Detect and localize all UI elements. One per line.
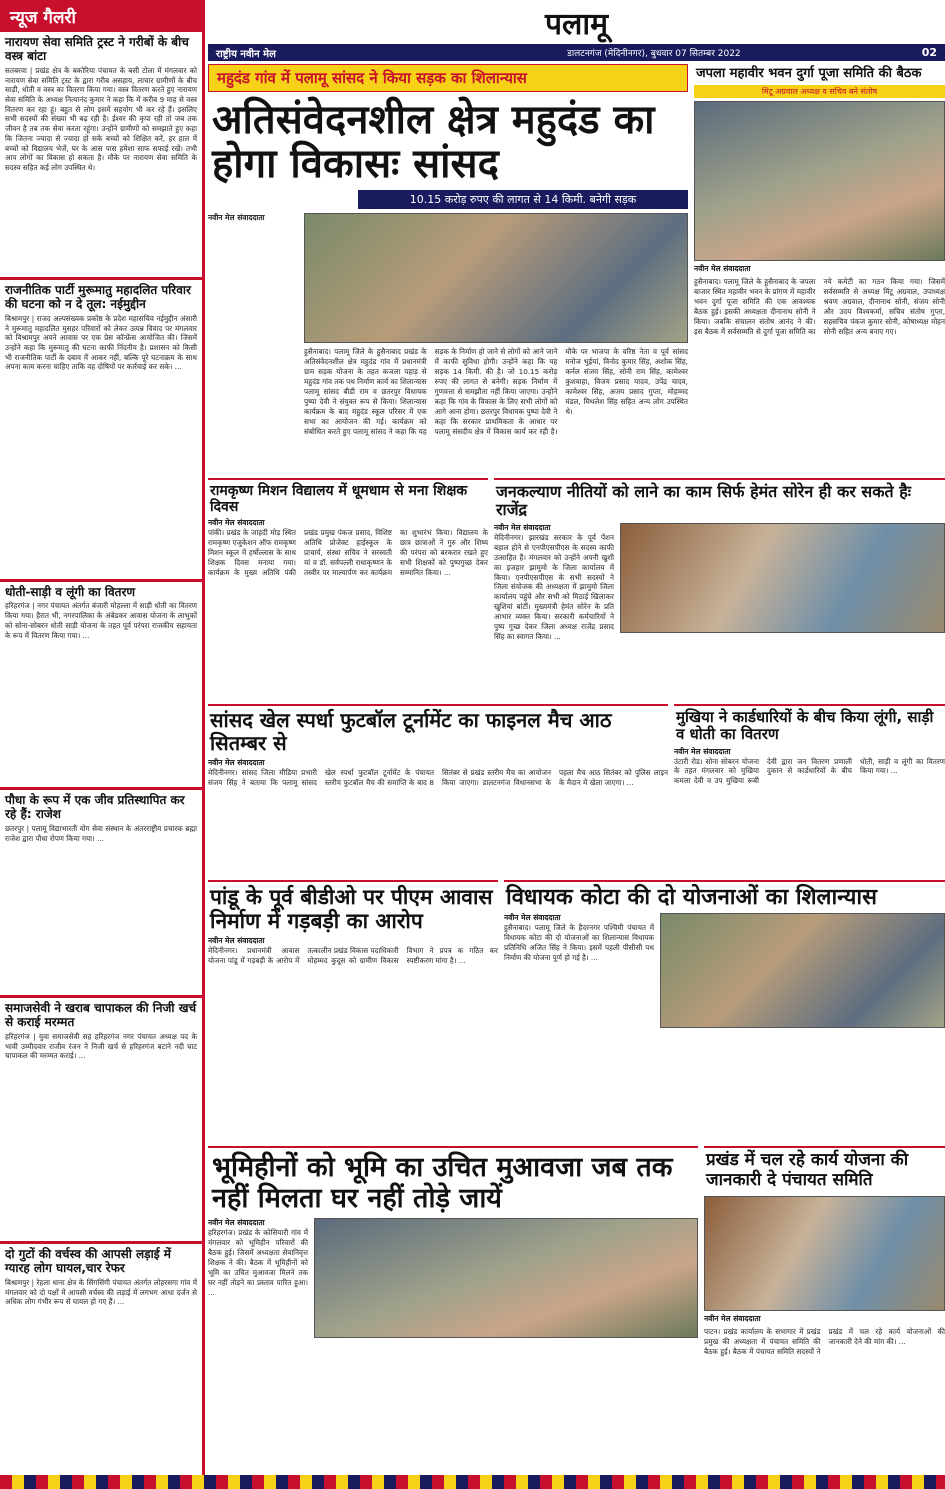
lead-kicker: महुदंड गांव में पलामू सांसद ने किया सड़क का शिलान्यास [208, 64, 688, 92]
kard-byline: नवीन मेल संवाददाता [674, 746, 731, 756]
bhumi-story [208, 1146, 698, 1471]
puja-photo [694, 101, 945, 261]
puja-tag: मिंटू अग्रवाल अध्यक्ष व सचिव बने संतोष [694, 85, 945, 98]
lead-byline: नवीन मेल संवाददाता [208, 213, 265, 222]
gallery-item [0, 1244, 202, 1474]
main-page [208, 0, 945, 1489]
kard-body: उंटारी रोड। सोना सोबरन योजना के तहत मंगलवार को मुखिया कमला देवी व उप मुखिया रूबी देवी द्वारा जन वितरण प्रणाली दुकान से कार्डधारियों के बीच धोती, साड़ी व लूंगी का वितरण किया गया। ... [674, 756, 945, 786]
hemant-body: मेदिनीनगर। झारखंड सरकार के पूर्व पेंशन बहाल होने से एनपीएसपीएस के सदस्य काफी उत्साहित हैं। मंगलवार को उन्होंने अपनी खुशी का इजहार झामुमो के जिला कार्यालय में किया। एनपीएसपीएस के सभी सदस्यों ने जिला संयोजक की अध्यक्षता में झामुमो जिला कार्यालय पहुंचे और सभी को मिठाई खिलाकर खुशियां बांटीं। मुख्यमंत्री हेमंत सोरेन के प्रति आभार व्यक्त किया। सरकारी कर्मचारियों ने पुष्प गुच्छ देकर जिला अध्यक्ष राजेंद्र प्रसाद सिंह का स्वागत किया। ... [494, 532, 614, 642]
kard-headline: मुखिया ने कार्डधारियों के बीच किया लूंगी, साड़ी व धोती का वितरण [676, 708, 934, 744]
prakhand-body: पाटन। प्रखंड कार्यालय के सभागार में प्रखंड प्रमुख की अध्यक्षता में पंचायत समिति की बैठक हुई। बैठक में पंचायत समिति सदस्यों ने प्रखंड में चल रहे कार्य योजनाओं की जानकारी देने की मांग की। ... [704, 1327, 945, 1356]
bhumi-headline: भूमिहीनों को भूमि का उचित मुआवजा जब तक नहीं मिलता घर नहीं तोड़े जायें [212, 1152, 673, 1215]
hemant-headline: जनकल्याण नीतियों को लाने का काम सिर्फ हेमंत सोरेन ही कर सकते हैः राजेंद्र [496, 482, 911, 520]
gallery-item-body: हरिहरगंज | युवा समाजसेवी सह हरिहरगंज नगर पंचायत अध्यक्ष पद के भावी उम्मीदवार राजीव रंजन ने निजी खर्च से हरिहरगंज बटाने नदी घाट चापाकल की मरम्मत कराई। ... [5, 1031, 197, 1061]
kard-story [674, 704, 945, 874]
shikshak-story [208, 478, 488, 698]
gallery-item [0, 790, 202, 998]
puja-byline: नवीन मेल संवाददाता [694, 263, 751, 273]
gallery-item-body: बिश्रामपुर | रेहला थाना क्षेत्र के सिंगसिंगी पंचायत अंतर्गत लोहरसगा गांव में मंगलवार को दो पक्षों में आपसी वर्चस्व की लड़ाई में लगभग आधा दर्जन से अधिक लोग गंभीर रूप से घायल हो गए हैं। ... [5, 1277, 197, 1307]
footer-decoration [0, 1475, 945, 1489]
gallery-item-body: बिश्रामपुर | राजद अल्पसंख्यक प्रकोष्ठ के प्रदेश महासचिव नईमुद्दीन अंसारी ने मुरूमातु महादलित मुसहर परिवारों को लेकर उत्पन्न विवाद पर मंगलवार को विश्रामपुर अपने आवास पर एक प्रेस कॉन्फ्रेंस आयोजित की। जिसमें उन्होंने कहा कि मुरूमातु की घटना काफी निंदनीय है। प्रशासन को किसी भी राजनीतिक पार्टी के दबाव में आकर नहीं, बल्कि पूरे घटनाक्रम के साथ अपना काम करना चाहिए ताकि वह दोषियों पर कार्रवाई कर सके। ... [5, 313, 197, 372]
lead-subtitle: 10.15 करोड़ रुपए की लागत से 14 किमी. बनेगी सड़क [358, 190, 688, 209]
lead-photo [304, 213, 688, 343]
gallery-item-title: दो गुटों की वर्चस्व की आपसी लड़ाई में ग्यारह लोग घायल,चार रेफर [5, 1247, 171, 1276]
gallery-item [0, 32, 202, 280]
prakhand-headline: प्रखंड में चल रहे कार्य योजना की जानकारी दे पंचायत समिति [706, 1150, 909, 1190]
dateline: डालटनगंज (मेदिनीनगर), बुधवार 07 सितम्बर 2022 [567, 49, 741, 59]
bhumi-body: हरिहरगंज। प्रखंड के कोसियारी गांव में मंगलवार को भूमिहीन परिवारों की बैठक हुई। जिसमें अध्यक्षता सेवानिवृत्त शिक्षक ने की। बैठक में भूमिहीनों को भूमि का उचित मुआवजा मिलने तक घर नहीं तोड़ने का प्रस्ताव पारित हुआ। ... [208, 1228, 308, 1297]
date-bar [208, 44, 945, 61]
shikshak-body: पांकी। प्रखंड के जाहदी मोड़ स्थित रामकृष्ण एजुकेशन ऑफ रामकृष्ण मिशन स्कूल में हर्षोल्लास के साथ शिक्षक दिवस मनाया गया। कार्यक्रम के मुख्य अतिथि पंकी प्रखंड प्रमुख पंकज प्रसाद, विशिष्ट अतिथि प्रोजेक्ट हाईस्कूल के प्राचार्य, संस्था सचिव ने सरस्वती मां व डॉ. सर्वपल्ली राधाकृष्णन के तस्वीर पर माल्यार्पण कर कार्यक्रम का शुभारंभ किया। विद्यालय के छात्र छात्राओं ने गुरु और शिष्य की परंपरा को बरकरार रखते हुए सभी शिक्षकों को पुष्पगुच्छ देकर सम्मानित किया। ... [208, 528, 488, 577]
puja-headline: जपला महावीर भवन दुर्गा पूजा समिति की बैठक [696, 66, 922, 81]
gallery-item-title: धोती-साड़ी व लूंगी का वितरण [5, 585, 136, 599]
vidhayak-headline: विधायक कोटा की दो योजनाओं का शिलान्यास [506, 885, 877, 910]
bhumi-photo [314, 1218, 698, 1338]
gallery-item-title: नारायण सेवा समिति ट्रस्ट ने गरीबों के बीच वस्त्र बांटा [5, 35, 189, 64]
gallery-item-body: सतबरवा | प्रखंड क्षेत्र के बकोरिया पंचायत के बसी टोला में मंगलवार को नारायण सेवा समिति ट्रस्ट के द्वारा गरीब असहाय, लाचार ग्रामीणों के बीच साड़ी, धोती व वस्त्र का वितरण किया गया। वस्त्र वितरण करते हुए नारायण सेवा समिति के अध्यक्ष नित्यानंद कुमार ने कहा कि में करीब 9 माह से वस्त्र वितरण कर रहा हूं। बहुत से लोग इसमें सहयोग भी कर रहे हैं। इसलिए सभी सदस्यों की संख्या भी बढ़ रही है। ईश्वर की कृपा रही तो जब तक जीवन है तब तक सेवा करता रहूंगा। उन्होंने ग्रामीणों को समझाते हुए कहा कि जितना ज्यादा से ज्यादा हो सके बच्चों को शिक्षित करें, हर हाल में बच्चों को विद्यालय भेजें, घर के आस पास हमेशा साफ सफाई रखें। तभी आप लोगों का विकास हो सकता है। मौके पर नारायण सेवा समिति के सदस्य सहित कई लोग उपस्थित थे। [5, 65, 197, 172]
football-byline: नवीन मेल संवाददाता [208, 758, 265, 767]
prakhand-story [704, 1146, 945, 1471]
hemant-byline: नवीन मेल संवाददाता [494, 522, 551, 532]
brand-name: राष्ट्रीय नवीन मेल [216, 48, 276, 60]
football-body: मेदिनीनगर। सांसद जिला मीडिया प्रभारी संजय सिंह ने बताया कि पलामू सांसद खेल स्पर्धा फुटबॉल टूर्नामेंट के पंचायत स्तरीय फुटबॉल मैच की समाप्ति के बाद 8 सितंबर से प्रखंड स्तरीय मैच का आयोजन किया जाएगा। डालटनगंज विधानसभा के पहला मैच आठ सितंबर को पुलिस लाइन के मैदान में खेला जाएगा। ... [208, 768, 668, 787]
vidhayak-body: हुसैनाबाद। पलामू जिले के हैदरनगर पश्चिमी पंचायत में विधायक कोटा की दो योजनाओं का शिलान्यास विधायक प्रतिनिधि अजित सिंह ने किया। इसमें पहली पीसीसी पथ निर्माण की योजना पूर्ण हो गई है। ... [504, 923, 654, 963]
football-headline: सांसद खेल स्पर्धा फुटबॉल टूर्नामेंट का फाइनल मैच आठ सितम्बर से [210, 708, 612, 755]
gallery-item-body: हरिहरगंज | नगर पंचायत अंतर्गत बंजारी मोहल्ला में साड़ी धोती का वितरण किया गया। हैरात भी, नगरपालिका के अंबेडकर आवास योजना के लाभुकों को सोना-सोबरन धोती साड़ी योजना के तहत पूर्व परंपरा राजकीय सहायता के रूप में वितरण किया गया। ... [5, 601, 197, 640]
shikshak-byline: नवीन मेल संवाददाता [208, 518, 265, 528]
puja-body: हुसैनाबाद। पलामू जिले के हुसैनाबाद के जपला बाजार स्थित महावीर भवन के प्रांगण में महावीर भवन दुर्गा पूजा समिति की एक आवश्यक बैठक हुई। इसकी अध्यक्षता दीनानाथ सोनी ने किया। जबकि संचालन संतोष आनंद ने की। इस बैठक में सर्वसम्मति से दुर्गा पूजा समिति का नये कमेटी का गठन किया गया। जिसमें सर्वसम्मति से अध्यक्ष मिंटू अग्रवाल, उपाध्यक्ष श्रवण अग्रवाल, दीनानाथ सोनी, संजय सोनी और उदय विश्वकर्मा, सचिव संतोष गुप्ता, सहसचिव पंकज कुमार सोनी, कोषाध्यक्ष मोहन सोनी सहित अन्य बनाए गए। [694, 276, 945, 336]
pandu-headline: पांडू के पूर्व बीडीओ पर पीएम आवास निर्माण में गड़बड़ी का आरोप [210, 885, 493, 934]
lead-body-col1 [208, 213, 298, 453]
news-gallery-column [0, 0, 205, 1489]
vidhayak-story [504, 880, 945, 1140]
prakhand-byline: नवीन मेल संवाददाता [704, 1314, 761, 1324]
shikshak-headline: रामकृष्ण मिशन विद्यालय में धूमधाम से मना शिक्षक दिवस [210, 483, 468, 516]
football-story [208, 704, 668, 874]
lead-story [208, 64, 688, 472]
puja-story [694, 64, 945, 472]
prakhand-photo [704, 1196, 945, 1311]
pandu-byline: नवीन मेल संवाददाता [208, 936, 265, 946]
vidhayak-byline: नवीन मेल संवाददाता [504, 913, 561, 923]
hemant-photo [620, 523, 945, 633]
gallery-item-title: समाजसेवी ने खराब चापाकल की निजी खर्च से कराई मरम्मत [5, 1001, 197, 1030]
gallery-item [0, 280, 202, 582]
gallery-item [0, 998, 202, 1244]
lead-body: हुसैनाबाद। पलामू जिले के हुसैनाबाद प्रखंड के अतिसंवेदनशील क्षेत्र महुदंड गांव में प्रधानमंत्री ग्राम सड़क योजना के तहत कजला पहाड़ से महुदंड गांव तक पथ निर्माण कार्य का शिलान्यास पलामू सांसद बीडी राम व छतरपुर विधायक पुष्पा देवी ने संयुक्त रूप से किया। शिलान्यास कार्यक्रम के बाद महुदंड स्कूल परिसर में एक सभा का आयोजन की गई। कार्यक्रम को संबोधित करते हुए पलामू सांसद ने कहा कि यह सड़क के निर्माण हो जाने से लोगों को आने जाने में काफी सुविधा होगी। उन्होंने कहा कि यह सड़क 14 किमी. की है। जो 10.15 करोड़ रुपए की लागत से बनेगी। सड़क निर्माण में गुणवत्ता से समझौता नहीं किया जाएगा। उन्होंने कहा कि गांव के विकास के लिए सभी लोगों को आगे आना होगा। छतरपुर विधायक पुष्पा देवी ने कहा कि सरकार प्राथमिकता के आधार पर पलामू संसदीय क्षेत्र में विकास कार्य कर रही है। मौके पर भाजपा के वरिष्ठ नेता व पूर्व सांसद मनोज भुईयां, विनोद कुमार सिंह, अशोक सिंह, कर्नल संजय सिंह, सोनी राम सिंह, कामेश्वर कुशवाहा, विजय प्रसाद यादव, उपेंद्र यादव, कामेश्वर सिंह, अजय प्रसाद गुप्ता, मोहम्मद मंडल, मिथलेश सिंह सहित अन्य लोग उपस्थित थे। [304, 347, 688, 436]
pandu-body: मेदिनीनगर। प्रधानमंत्री आवास योजना पांडू में गड़बड़ी के आरोप में तत्कालीन प्रखंड विकास पदाधिकारी मोहम्मद कुदूस को ग्रामीण विकास विभाग ने प्रपत्र क गठित कर स्पष्टीकरण मांगा है। ... [208, 946, 498, 966]
gallery-title: न्यूज गैलरी [0, 0, 202, 32]
lead-headline: अतिसंवेदनशील क्षेत्र महुदंड का होगा विकासः सांसद [212, 97, 655, 187]
page-number: 02 [921, 46, 937, 59]
gallery-item [0, 582, 202, 790]
bhumi-byline: नवीन मेल संवाददाता [208, 1218, 265, 1228]
hemant-story [494, 478, 945, 698]
gallery-item-title: राजनीतिक पार्टी मुरूमातु महादलित परिवार की घटना को न दे तूल: नईमुद्दीन [5, 283, 191, 312]
gallery-item-body: छतरपुर | पलामू विद्याभारती योग सेवा संस्थान के अंतरराष्ट्रीय प्रचारक ब्रह्मा राजेश द्वारा पौधा रोपण किया गया। ... [5, 823, 197, 843]
vidhayak-photo [660, 913, 945, 1028]
gallery-item-title: पौधा के रूप में एक जीव प्रतिस्थापित कर रहे हैं: राजेश [5, 793, 185, 822]
masthead: पलामू [544, 6, 609, 42]
pandu-story [208, 880, 498, 1140]
